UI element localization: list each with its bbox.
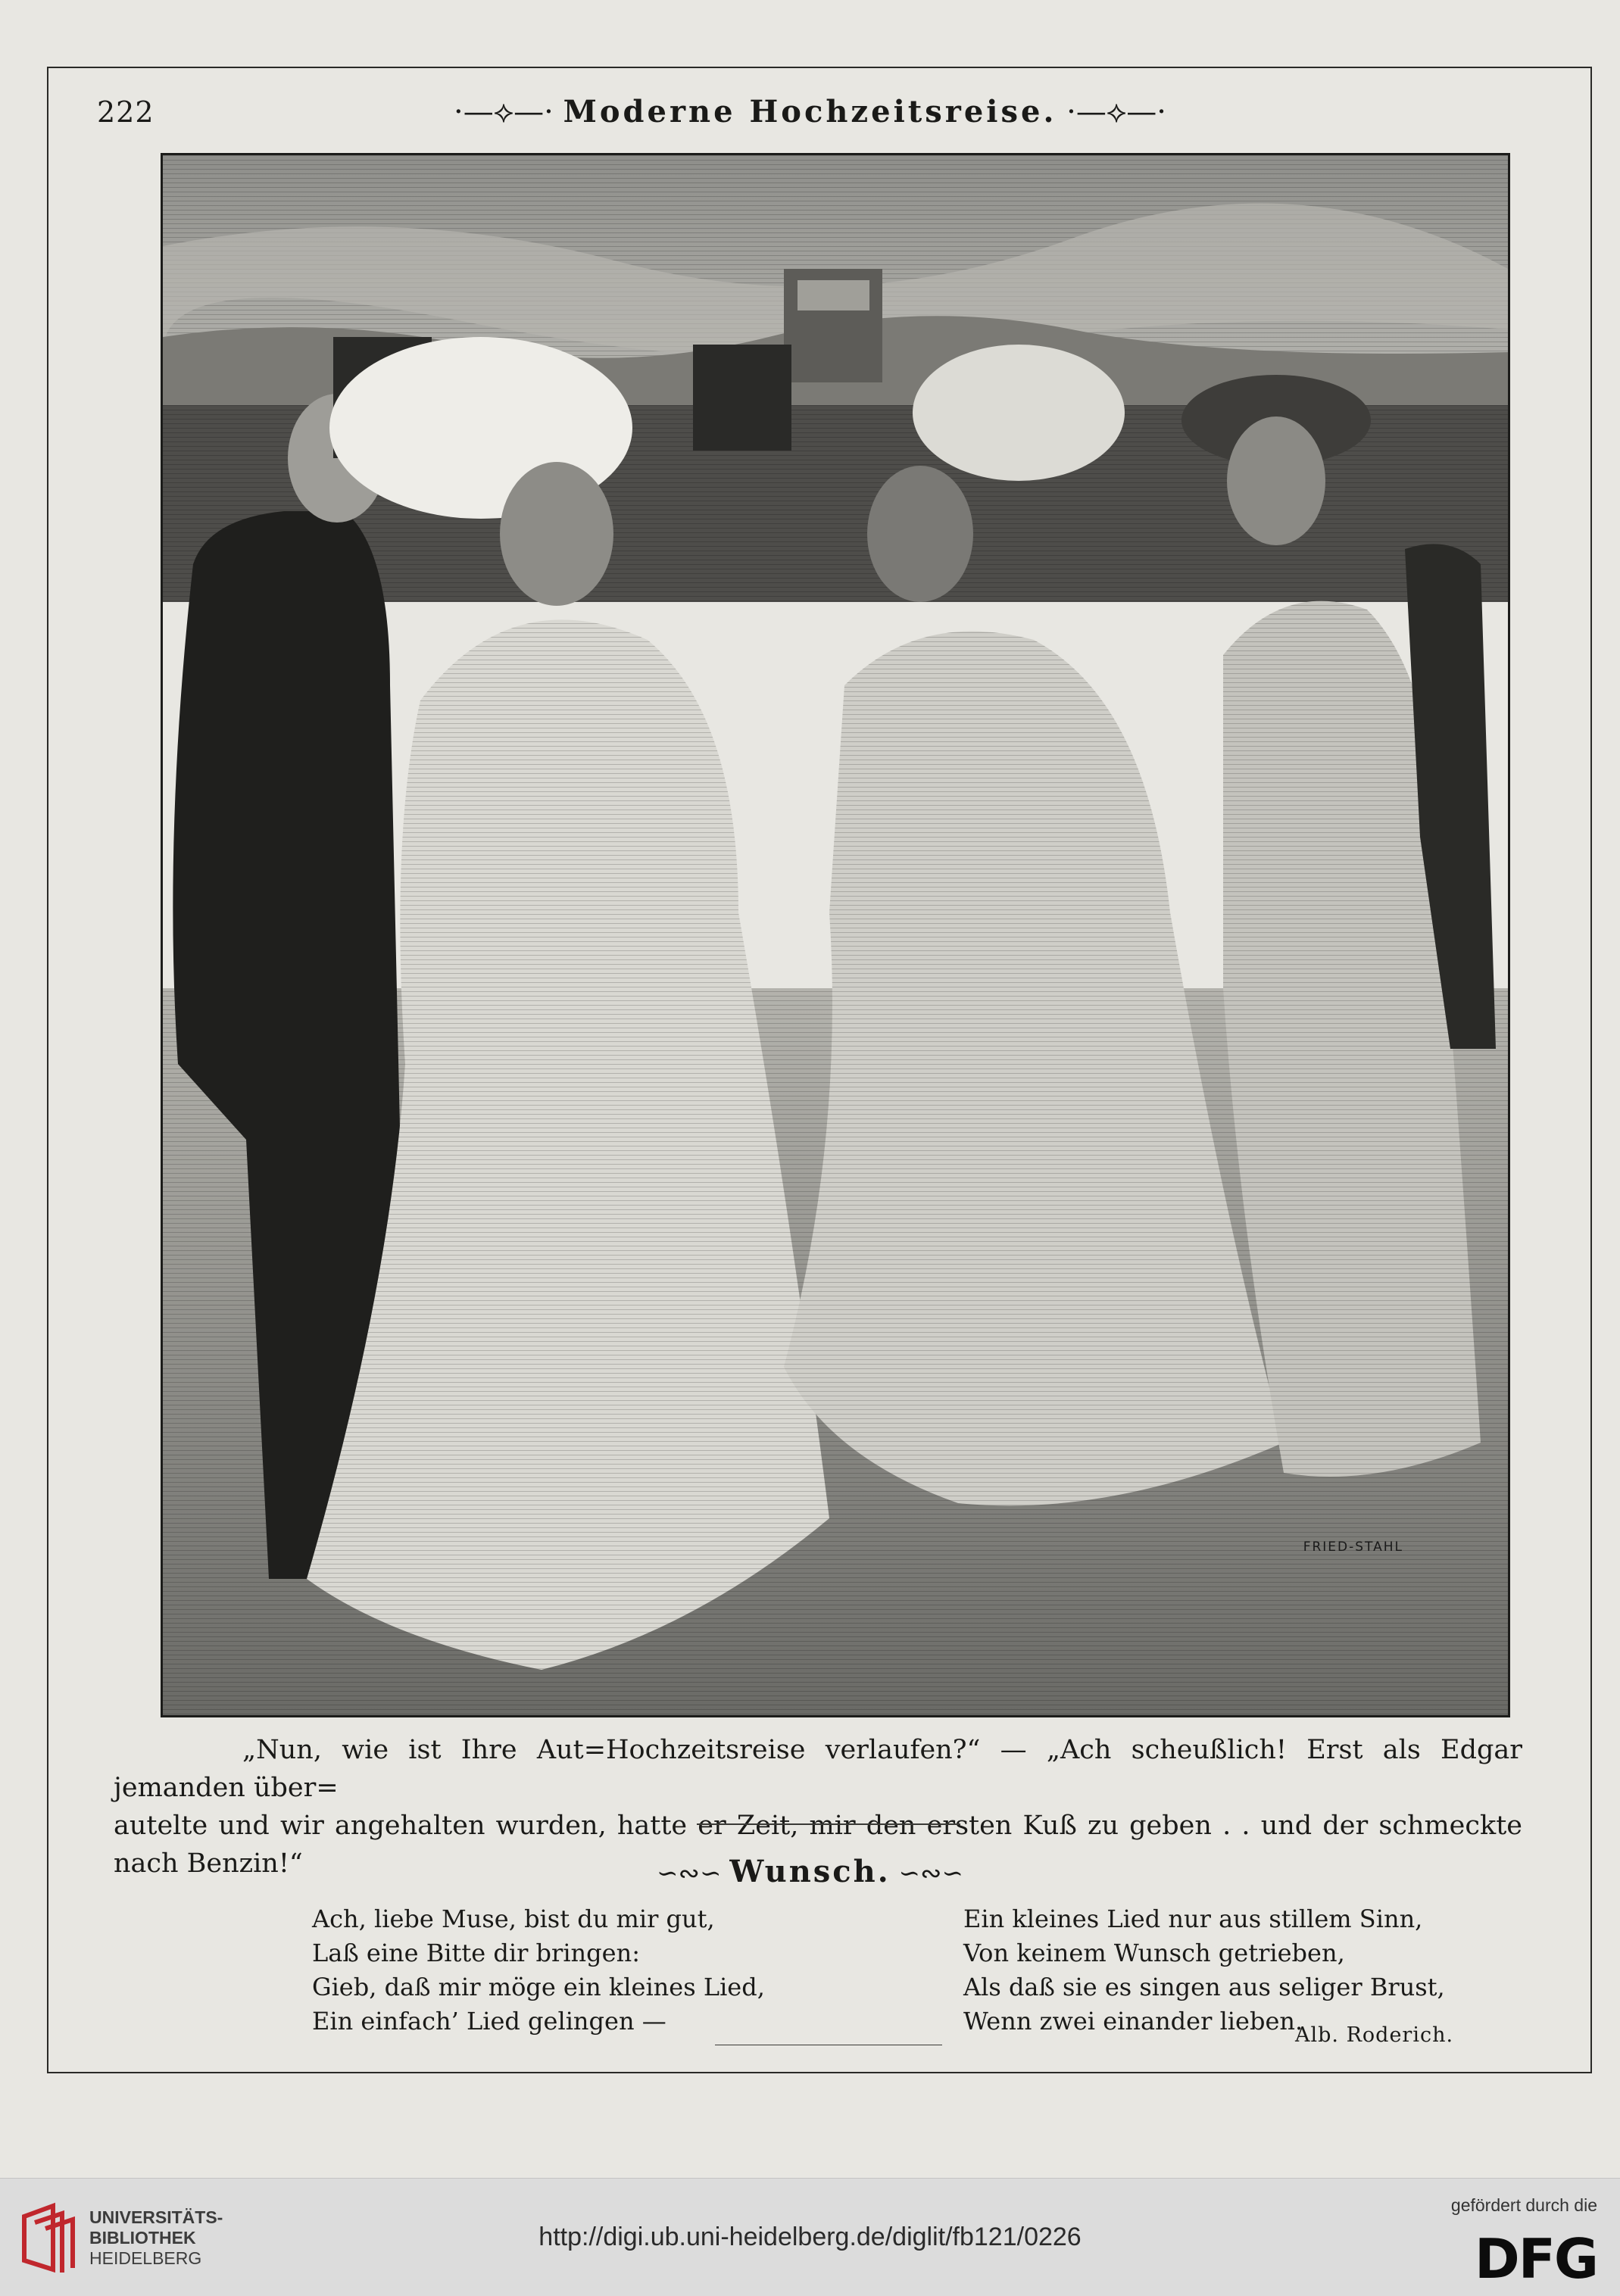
verse-line: Von keinem Wunsch getrieben, (963, 1939, 1345, 1967)
section-divider (697, 1823, 960, 1825)
verse-line: Laß eine Bitte dir bringen: (312, 1939, 640, 1967)
verse-line: Ein einfach’ Lied gelingen — (312, 2007, 666, 2036)
digitization-footer (0, 2178, 1620, 2296)
library-line-3: HEIDELBERG (89, 2248, 202, 2268)
engraving-image (163, 155, 1508, 1715)
ornament-left-icon: ·—⟡—· (454, 95, 563, 129)
ornament-swirl-right-icon: ∽∾∽ (890, 1858, 963, 1889)
woman-right-head (867, 466, 973, 602)
verse-line: Ein kleines Lied nur aus stillem Sinn, (963, 1904, 1423, 1933)
parasol-hat (913, 345, 1125, 481)
running-head-title: Moderne Hochzeitsreise. (563, 94, 1057, 129)
engraver-signature: FRIED-STAHL (1303, 1540, 1403, 1555)
caption-line-2: autelte und wir angehalten wurden, hatte er Zeit, mir den ersten Kuß zu geben . . und der schmeckte nach Benzin!“ (114, 1811, 1522, 1879)
engraving-illustration (161, 153, 1510, 1717)
caption-line-1: „Nun, wie ist Ihre Aut=Hochzeitsreise verlaufen?“ — „Ach scheußlich! Erst als Edgar jemanden über= (114, 1735, 1522, 1803)
permalink-url[interactable]: http://digi.ub.uni-heidelberg.de/diglit/fb121/0226 (538, 2223, 1082, 2251)
running-head (0, 94, 1620, 129)
ornament-swirl-left-icon: ∽∾∽ (657, 1858, 730, 1889)
top-hat-center (693, 345, 791, 451)
poem-author: Alb. Roderich. (1295, 2023, 1454, 2047)
poem-title (0, 1854, 1620, 1889)
woman-center-head (500, 462, 613, 606)
ornament-right-icon: ·—⟡—· (1057, 95, 1166, 129)
funded-by-label: gefördert durch die (1450, 2195, 1597, 2215)
dfg-logo: DFG (1474, 2227, 1597, 2291)
poem-title-text: Wunsch. (729, 1854, 891, 1889)
library-line-1: UNIVERSITÄTS- (89, 2207, 223, 2227)
woman-far-right-head (1227, 416, 1325, 545)
library-line-2: BIBLIOTHEK (89, 2228, 196, 2248)
verse-line: Als daß sie es singen aus seliger Brust, (963, 1973, 1445, 2001)
stanza-right (963, 1902, 1445, 2039)
stanza-left (312, 1902, 765, 2039)
verse-line: Ach, liebe Muse, bist du mir gut, (312, 1904, 715, 1933)
verse-line: Gieb, daß mir möge ein kleines Lied, (312, 1973, 765, 2001)
page-number: 222 (97, 95, 155, 129)
verse-line: Wenn zwei einander lieben. (963, 2007, 1303, 2036)
